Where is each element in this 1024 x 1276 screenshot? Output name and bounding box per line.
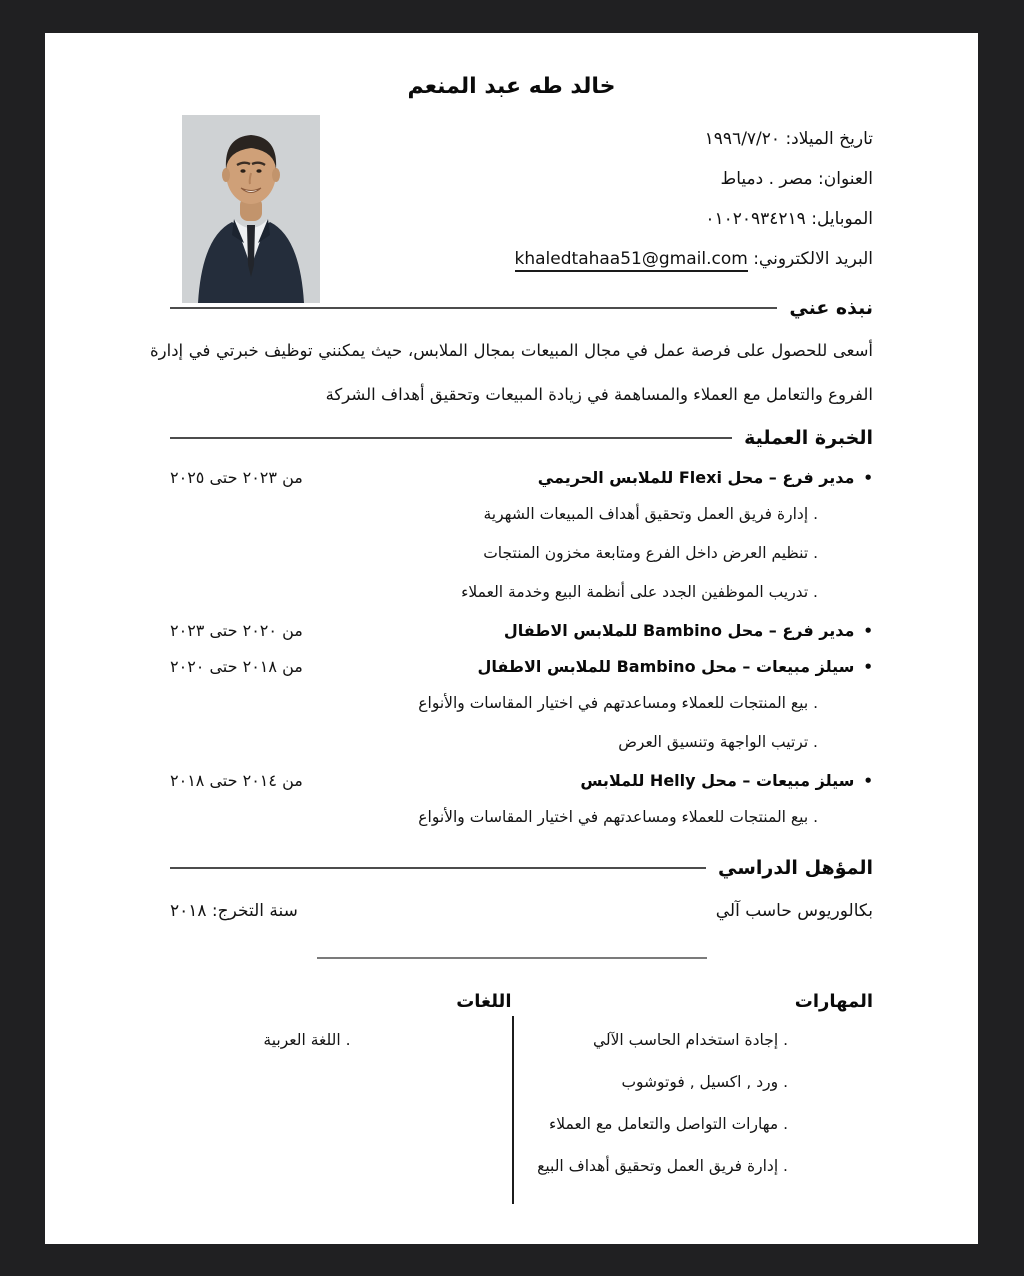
email-line: [515, 239, 873, 279]
email-link[interactable]: khaledtahaa51@gmail.com: [515, 249, 748, 272]
experience-list: [150, 468, 873, 829]
about-heading-rule: [170, 307, 777, 309]
job-date: من ٢٠١٨ حتى ٢٠٢٠: [170, 657, 303, 676]
job-row: [150, 771, 873, 790]
job-title-text: مدير فرع – محل Bambino للملابس الاطفال: [503, 621, 855, 640]
experience-heading-rule: [170, 437, 732, 439]
job-title: [504, 621, 873, 640]
bullet-icon: •: [863, 469, 873, 487]
skill-item: . إجادة استخدام الحاسب الآلي: [592, 1031, 788, 1049]
bullet-icon: •: [863, 772, 873, 790]
language-item: . اللغة العربية: [263, 1031, 351, 1049]
center-divider-rule: [317, 957, 707, 959]
page-title: خالد طه عبد المنعم: [407, 74, 616, 99]
education-heading-rule: [170, 867, 706, 869]
skills-heading-text: المهارات: [794, 991, 873, 1012]
languages-header-cell: [150, 991, 512, 1012]
birthdate-label: تاريخ الميلاد:: [785, 129, 873, 149]
skills-languages-headers: [150, 991, 873, 1012]
education-heading-text: المؤهل الدراسي: [717, 857, 873, 879]
bullet-icon: •: [863, 622, 873, 640]
job-date: من ٢٠١٤ حتى ٢٠١٨: [170, 771, 303, 790]
header-section: [150, 115, 873, 303]
cv-page: [45, 33, 978, 1244]
address-label: العنوان:: [818, 169, 873, 189]
job-row: [150, 621, 873, 640]
job-bullet-item: . ترتيب الواجهة وتنسيق العرض: [618, 733, 818, 751]
birthdate-line: [515, 119, 873, 159]
experience-section-heading: [150, 425, 873, 451]
job-bullet-item: . تنظيم العرض داخل الفرع ومتابعة مخزون المنتجات: [483, 544, 818, 562]
job-title: [580, 771, 873, 790]
job-title: [478, 657, 873, 676]
address-value: مصر . دمياط: [720, 169, 813, 189]
job-title: [538, 468, 873, 487]
job-bullet-item: . بيع المنتجات للعملاء ومساعدتهم في اختيار المقاسات والأنواع: [418, 808, 818, 826]
job-title-text: سيلز مبيعات – محل Bambino للملابس الاطفال: [477, 657, 855, 676]
skill-item: . ورد , اكسيل , فوتوشوب: [621, 1073, 788, 1091]
job-row: [150, 468, 873, 487]
job-bullet-item: . بيع المنتجات للعملاء ومساعدتهم في اختيار المقاسات والأنواع: [418, 694, 818, 712]
skills-languages-body: [150, 1016, 873, 1204]
job-row: [150, 657, 873, 676]
bullet-icon: •: [863, 658, 873, 676]
skills-column: [512, 1016, 874, 1204]
skills-header-cell: [512, 991, 874, 1012]
job-bullet-item: . تدريب الموظفين الجدد على أنظمة البيع وخدمة العملاء: [461, 583, 818, 601]
job-bullet-item: . إدارة فريق العمل وتحقيق أهداف المبيعات الشهرية: [483, 505, 818, 523]
mobile-line: [515, 199, 873, 239]
languages-column: [150, 1016, 512, 1204]
personal-info-block: [515, 115, 873, 279]
mobile-label: الموبايل:: [811, 209, 873, 229]
skill-item: . إدارة فريق العمل وتحقيق أهداف البيع: [537, 1157, 788, 1175]
birthdate-value: ١٩٩٦/٧/٢٠: [704, 129, 781, 149]
languages-heading-text: اللغات: [456, 991, 512, 1012]
profile-photo: [182, 115, 320, 303]
education-degree: بكالوريوس حاسب آلي: [715, 901, 873, 921]
job-date: من ٢٠٢٣ حتى ٢٠٢٥: [170, 468, 303, 487]
job-date: من ٢٠٢٠ حتى ٢٠٢٣: [170, 621, 303, 640]
education-row: [150, 901, 873, 921]
job-title-text: سيلز مبيعات – محل Helly للملابس: [580, 771, 855, 790]
email-label: البريد الالكتروني:: [753, 249, 873, 269]
profile-photo-illustration: [182, 115, 320, 303]
job-title-text: مدير فرع – محل Flexi للملابس الحريمي: [537, 468, 855, 487]
address-line: [515, 159, 873, 199]
skill-item: . مهارات التواصل والتعامل مع العملاء: [548, 1115, 788, 1133]
about-heading-text: نبذه عني: [789, 297, 873, 319]
mobile-value: ٠١٠٢٠٩٣٤٢١٩: [705, 209, 806, 229]
education-grad-year: سنة التخرج: ٢٠١٨: [170, 901, 298, 921]
experience-heading-text: الخبرة العملية: [744, 427, 873, 449]
education-section-heading: [150, 855, 873, 881]
about-paragraph: أسعى للحصول على فرصة عمل في مجال المبيعات بمجال الملابس، حيث يمكنني توظيف خبرتي في إدارة الفروع والتعامل مع العملاء والمساهمة في زيادة المبيعات وتحقيق أهداف الشركة: [150, 341, 873, 404]
